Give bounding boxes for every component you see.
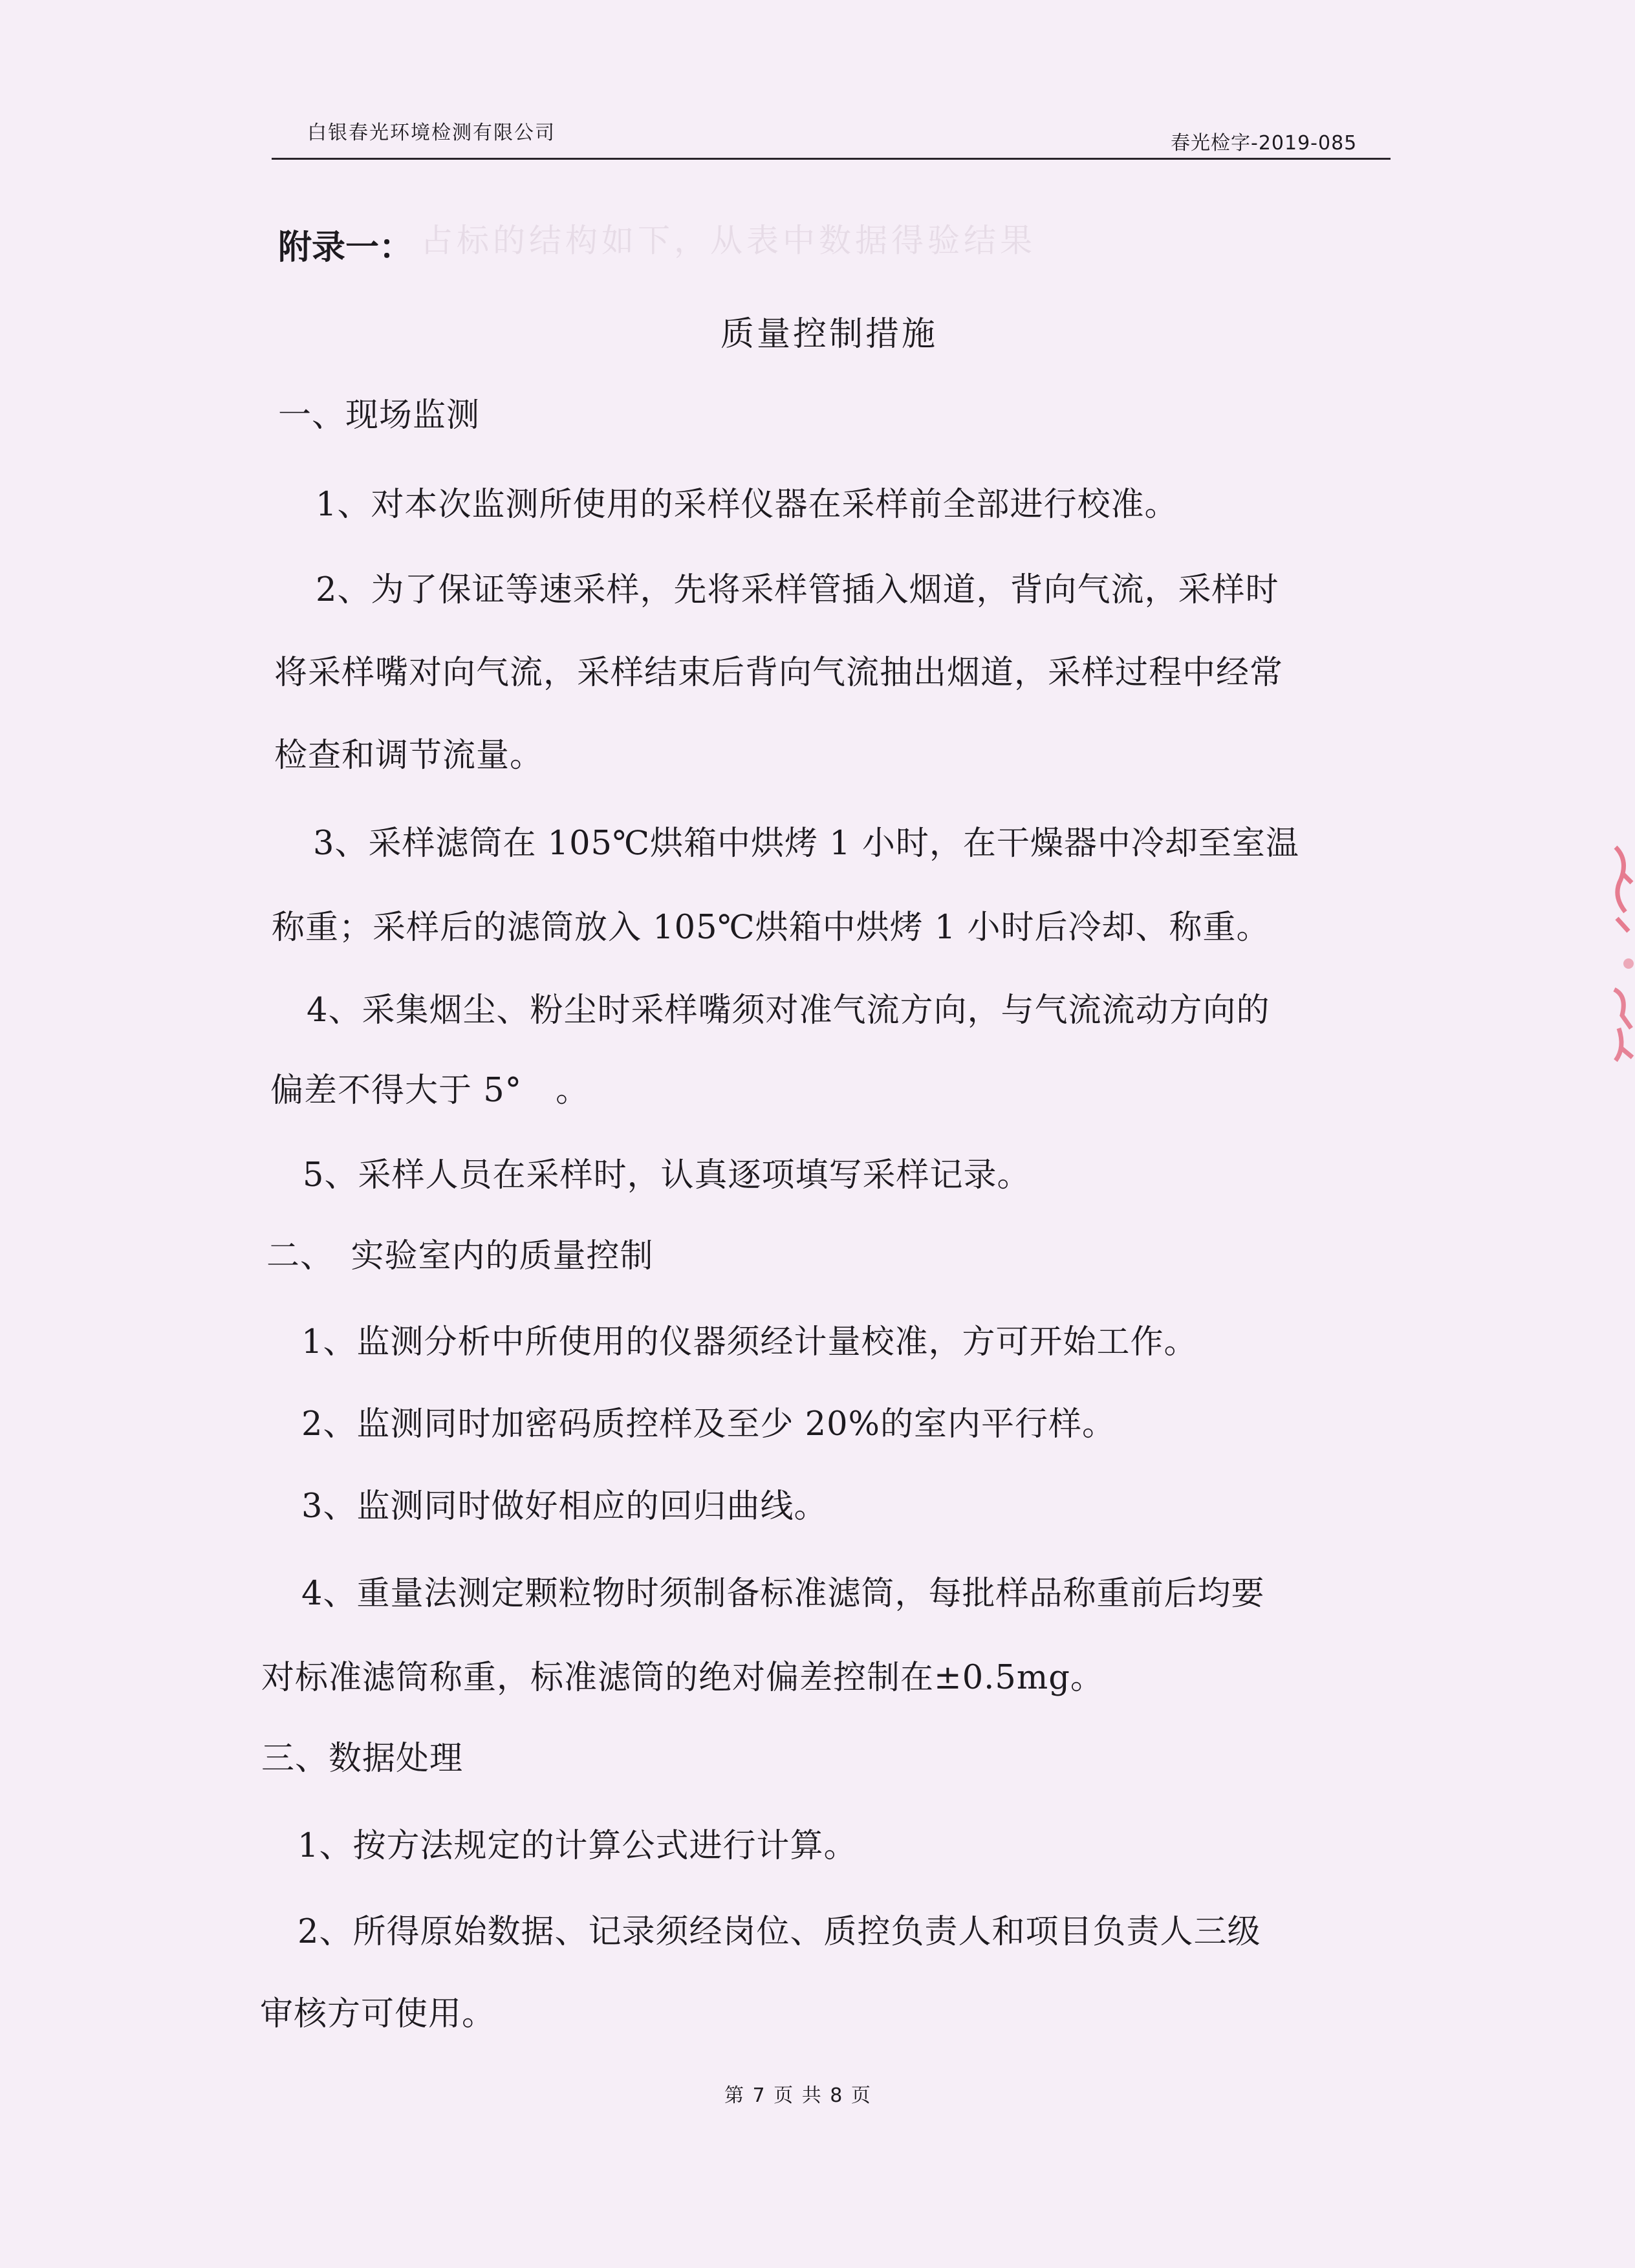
paragraph-line: 检查和调节流量。 xyxy=(274,737,544,775)
header-rule xyxy=(272,158,1391,160)
paragraph-line: 3、采样滤筒在 105℃烘箱中烘烤 1 小时，在干燥器中冷却至室温 xyxy=(313,825,1299,863)
document-title: 质量控制措施 xyxy=(720,315,938,354)
header-company: 白银春光环境检测有限公司 xyxy=(307,122,556,144)
paragraph-line: 对标准滤筒称重，标准滤筒的绝对偏差控制在±0.5mg。 xyxy=(261,1659,1104,1697)
paragraph-line: 1、按方法规定的计算公式进行计算。 xyxy=(298,1827,858,1865)
paragraph-line: 3、监测同时做好相应的回归曲线。 xyxy=(301,1487,828,1526)
red-seal-stamp-edge xyxy=(1603,834,1635,1093)
paragraph-line: 2、所得原始数据、记录须经岗位、质控负责人和项目负责人三级 xyxy=(298,1913,1261,1951)
paragraph-line: 1、监测分析中所使用的仪器须经计量校准，方可开始工作。 xyxy=(301,1323,1198,1361)
paragraph-line: 5、采样人员在采样时，认真逐项填写采样记录。 xyxy=(303,1156,1031,1194)
paragraph-line: 4、重量法测定颗粒物时须制备标准滤筒，每批样品称重前后均要 xyxy=(301,1575,1265,1613)
paragraph-line: 2、为了保证等速采样，先将采样管插入烟道，背向气流，采样时 xyxy=(316,571,1279,609)
paragraph-line: 称重；采样后的滤筒放入 105℃烘箱中烘烤 1 小时后冷却、称重。 xyxy=(272,909,1270,947)
paragraph-line: 2、监测同时加密码质控样及至少 20%的室内平行样。 xyxy=(301,1405,1116,1443)
page-number-footer: 第 7 页 共 8 页 xyxy=(724,2084,872,2107)
bleed-through-text: 占标的结构如下，从表中数据得验结果 xyxy=(420,222,1036,259)
section-heading-field-monitoring: 一、现场监测 xyxy=(278,396,481,435)
paragraph-line: 偏差不得大于 5° 。 xyxy=(270,1072,590,1110)
appendix-label: 附录一： xyxy=(278,228,413,267)
section-heading-lab-quality-control: 二、 实验室内的质量控制 xyxy=(266,1237,654,1275)
paragraph-line: 将采样嘴对向气流，采样结束后背向气流抽出烟道，采样过程中经常 xyxy=(274,654,1284,692)
section-heading-data-processing: 三、数据处理 xyxy=(261,1740,464,1778)
paragraph-line: 4、采集烟尘、粉尘时采样嘴须对准气流方向，与气流流动方向的 xyxy=(307,991,1270,1030)
header-report-number: 春光检字-2019-085 xyxy=(1171,132,1358,155)
paragraph-line: 1、对本次监测所使用的采样仪器在采样前全部进行校准。 xyxy=(316,486,1178,524)
paragraph-line: 审核方可使用。 xyxy=(260,1995,496,2033)
